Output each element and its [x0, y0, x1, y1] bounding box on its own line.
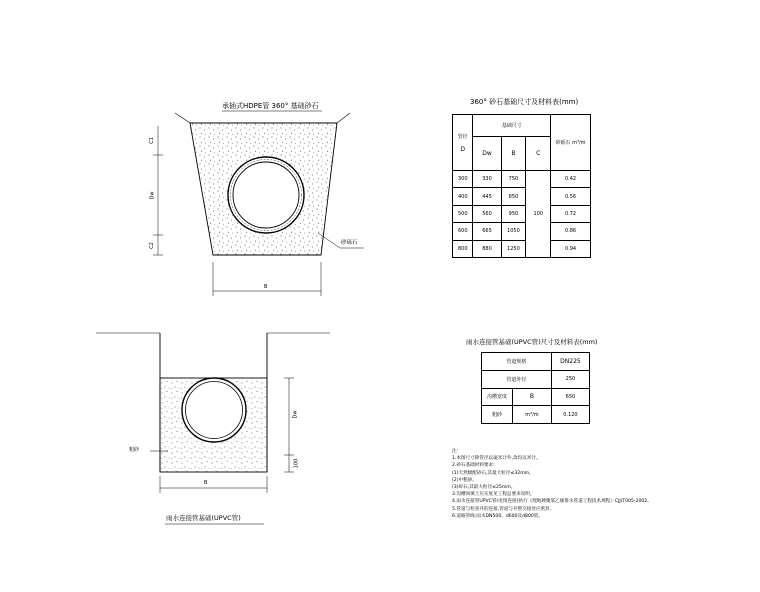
cell-label: 管道外径 [482, 370, 552, 388]
table-row [453, 240, 591, 257]
note-line: 6.道路管线:雨水DN500、d600及d800管。 [452, 513, 543, 519]
cell-b: 750 [501, 171, 526, 188]
dim2-label-bottom: B [204, 480, 208, 486]
header-D: D [460, 145, 466, 153]
cell-label: 粗砂 [482, 406, 513, 424]
hdpe-pipe-inner [233, 162, 299, 228]
cell-value: DN225 [551, 353, 589, 371]
header-group: 基础尺寸 [473, 115, 551, 137]
cell-d: 300 [453, 171, 473, 188]
hdpe-trench-drawing [153, 111, 364, 296]
dim2-label-Dw: Dw [292, 410, 299, 419]
cell-b: 1250 [501, 240, 526, 257]
table-row [453, 188, 591, 205]
drawing1-title: 承插式HDPE管 360° 基础砂石 [222, 102, 319, 110]
sand-label: 砂砾石 [341, 240, 358, 246]
drawing2-title: 雨水连接管基础(UPVC管) [166, 514, 241, 522]
dim-label-C1: C1 [148, 137, 155, 144]
upvc-material-table [481, 352, 590, 424]
cell-d: 800 [453, 240, 473, 257]
coarse-sand-label: 粗砂 [129, 447, 140, 453]
header-pipe: 管径 [457, 133, 468, 140]
cell-dw: 445 [473, 188, 501, 205]
note-line: (3)碎石,其最大粒径≤25mm。 [452, 485, 516, 491]
header-C: C [526, 137, 551, 171]
cell-d: 500 [453, 205, 473, 222]
note-line: (2)中粗砂。 [452, 477, 477, 483]
cell-dw: 880 [473, 240, 501, 257]
cell-b: 1050 [501, 223, 526, 240]
note-line: 3.沟槽回填土压实度见工程总要求说明。 [452, 492, 535, 498]
table-row [482, 353, 590, 371]
header-pipe-cell [453, 115, 473, 171]
cell-dw: 330 [473, 171, 501, 188]
dim-label-C2: C2 [148, 242, 155, 249]
cell-mid: B [513, 388, 552, 406]
upvc-pipe-inner [186, 382, 243, 439]
notes-heading: 注: [452, 449, 459, 454]
dim-label-B: B [264, 284, 268, 290]
cell-c: 100 [526, 171, 551, 258]
cell-b: 850 [501, 188, 526, 205]
cell-dw: 665 [473, 223, 501, 240]
trench-ground-right [337, 113, 350, 123]
note-line: 1.本图尺寸除管径以毫米计外,余均以米计。 [452, 456, 541, 462]
cell-m: 0.56 [551, 188, 591, 205]
dim2-label-100: 100 [293, 458, 300, 469]
cell-m: 0.42 [551, 171, 591, 188]
table-row [482, 406, 590, 424]
cell-label: 管道规格 [482, 353, 552, 371]
note-line: 5.管道与检查井的连接,管道与井壁交接处应密封。 [452, 506, 555, 512]
cell-label: 沟槽宽度 [482, 388, 513, 406]
cell-b: 950 [501, 205, 526, 222]
table-row [453, 223, 591, 240]
header-Dw: Dw [473, 137, 501, 171]
cell-value: 250 [551, 370, 589, 388]
cell-value: 0.120 [551, 406, 589, 424]
trench-ground-left [175, 113, 190, 123]
table1-title: 360° 砂石基础尺寸及材料表(mm) [470, 98, 579, 106]
cell-d: 400 [453, 188, 473, 205]
table-row [453, 171, 591, 188]
dim-label-Dw: Dw [149, 191, 156, 200]
table-row [482, 370, 590, 388]
note-line: (1)天然级配砂石,其最大粒径≤32mm。 [452, 470, 534, 476]
table-row [482, 388, 590, 406]
table-row [453, 205, 591, 222]
upvc-trench-drawing [96, 333, 330, 524]
cell-mid: m³/m [513, 406, 552, 424]
cell-m: 0.94 [551, 240, 591, 257]
cell-dw: 560 [473, 205, 501, 222]
cell-value: 650 [551, 388, 589, 406]
table2-title: 雨水连接管基础(UPVC管)尺寸及材料表(mm) [466, 338, 598, 346]
header-material: 砂砾石 m³/m [551, 115, 591, 171]
cell-m: 0.86 [551, 223, 591, 240]
notes-block [452, 448, 752, 520]
foundation-dimension-table [452, 114, 591, 258]
cell-d: 600 [453, 223, 473, 240]
header-B: B [501, 137, 526, 171]
cell-m: 0.72 [551, 205, 591, 222]
note-line: 4.雨水连接管UPVC管(电熔连接)执行《埋地硬聚氯乙烯排水管道工程技术规程》CJJ/T005-2002。 [452, 499, 652, 505]
note-line: 2.砂石基础材料要求: [452, 463, 495, 469]
